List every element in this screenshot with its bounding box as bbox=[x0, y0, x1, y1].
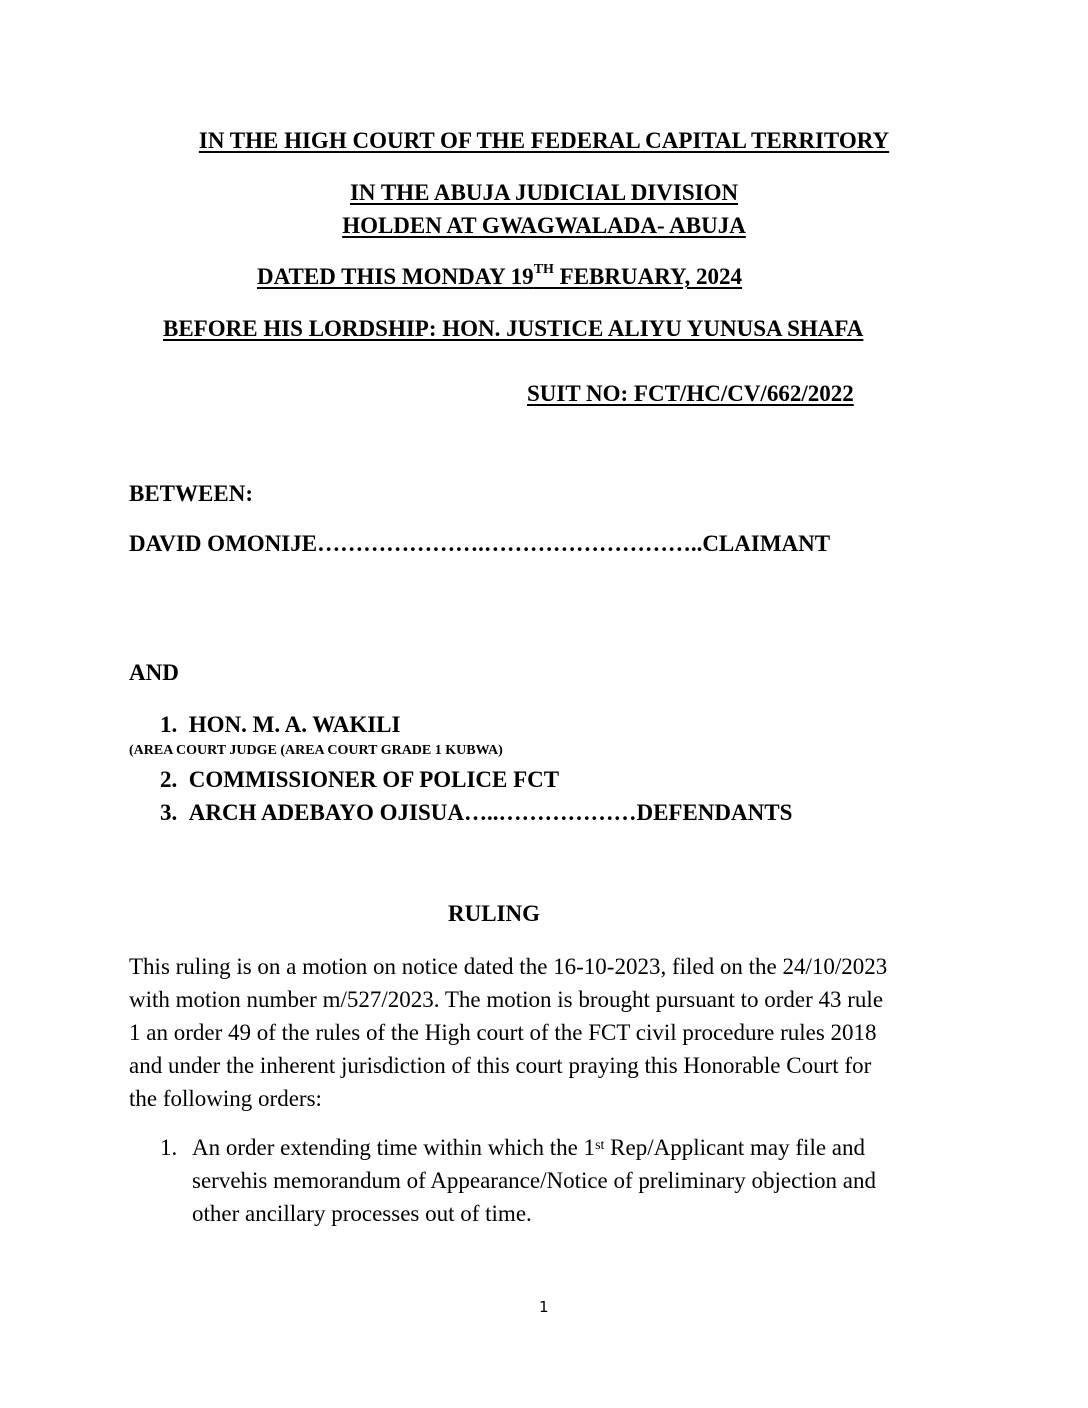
ruling-paragraph bbox=[129, 950, 959, 1115]
defendant-number: 3. bbox=[160, 800, 178, 825]
between-label: BETWEEN: bbox=[129, 481, 253, 506]
division-heading: IN THE ABUJA JUDICIAL DIVISION bbox=[349, 180, 739, 205]
page-number: 1 bbox=[539, 1298, 549, 1316]
order-line-suffix: Rep/Applicant may file and bbox=[604, 1135, 865, 1160]
order-line-prefix: An order extending time within which the 1 bbox=[192, 1135, 596, 1160]
dated-sup: TH bbox=[533, 262, 554, 277]
defendant-name: COMMISSIONER OF POLICE FCT bbox=[188, 767, 560, 792]
claimant-line: DAVID OMONIJE………………….………………………..CLAIMANT bbox=[129, 531, 831, 556]
before-heading: BEFORE HIS LORDSHIP: HON. JUSTICE ALIYU YUNUSA SHAFA bbox=[163, 316, 864, 341]
defendant-number: 1. bbox=[160, 712, 178, 737]
order-text bbox=[192, 1131, 962, 1230]
paragraph-line: 1 an order 49 of the rules of the High court of the FCT civil procedure rules 2018 bbox=[129, 1020, 877, 1045]
defendant-1-note: (AREA COURT JUDGE (AREA COURT GRADE 1 KUBWA) bbox=[129, 743, 503, 758]
dated-heading bbox=[257, 264, 742, 290]
order-line: other ancillary processes out of time. bbox=[192, 1201, 532, 1226]
paragraph-line: and under the inherent jurisdiction of this court praying this Honorable Court for bbox=[129, 1053, 872, 1078]
defendant-2 bbox=[160, 767, 559, 793]
and-label: AND bbox=[129, 660, 179, 685]
court-heading: IN THE HIGH COURT OF THE FEDERAL CAPITAL TERRITORY bbox=[198, 128, 890, 153]
order-number: 1. bbox=[160, 1135, 178, 1160]
order-line bbox=[192, 1131, 962, 1164]
suit-number: SUIT NO: FCT/HC/CV/662/2022 bbox=[527, 381, 854, 406]
ruling-title: RULING bbox=[448, 901, 541, 926]
paragraph-line: the following orders: bbox=[129, 1086, 322, 1111]
defendant-name: HON. M. A. WAKILI bbox=[188, 712, 401, 737]
defendant-number: 2. bbox=[160, 767, 178, 792]
holden-heading: HOLDEN AT GWAGWALADA- ABUJA bbox=[342, 213, 746, 238]
paragraph-line: This ruling is on a motion on notice dated the 16-10-2023, filed on the 24/10/2023 bbox=[129, 954, 888, 979]
paragraph-line: with motion number m/527/2023. The motion is brought pursuant to order 43 rule bbox=[129, 987, 884, 1012]
defendant-name: ARCH ADEBAYO OJISUA…..………………DEFENDANTS bbox=[188, 800, 793, 825]
defendant-1 bbox=[160, 712, 400, 738]
dated-prefix: DATED THIS MONDAY 19 bbox=[257, 264, 534, 289]
order-line-sup: st bbox=[595, 1138, 605, 1153]
order-line: servehis memorandum of Appearance/Notice of preliminary objection and bbox=[192, 1168, 877, 1193]
dated-suffix: FEBRUARY, 2024 bbox=[553, 264, 743, 289]
defendant-3 bbox=[160, 800, 792, 826]
